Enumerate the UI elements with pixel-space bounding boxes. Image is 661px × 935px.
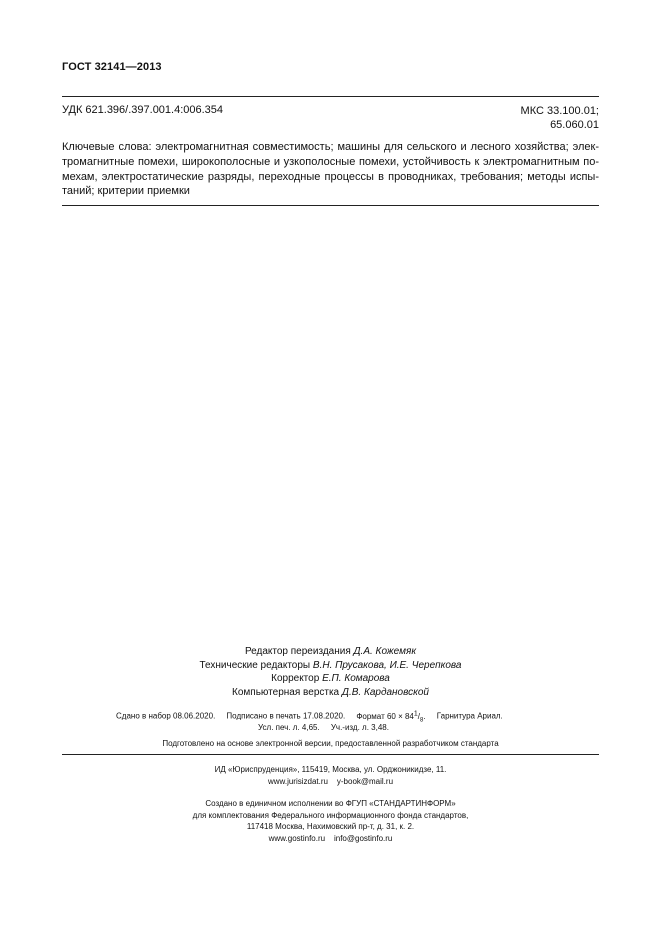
format-denominator: 8 bbox=[420, 717, 424, 724]
set-date: Сдано в набор 08.06.2020. bbox=[116, 711, 216, 721]
printer-site: www.gostinfo.ru bbox=[268, 833, 326, 843]
publisher-site: www.jurisizdat.ru bbox=[267, 776, 328, 786]
keywords-line-1: Ключевые слова: электромагнитная совместимость; машины для сельского и лесного хозяйства; элек- bbox=[62, 141, 599, 153]
publisher-email: y-book@mail.ru bbox=[336, 776, 394, 786]
printer-line-3: 117418 Москва, Нахимовский пр-т, д. 31, к. 2. bbox=[246, 822, 415, 831]
corrector-label: Корректор bbox=[271, 673, 320, 685]
publisher-contacts bbox=[0, 776, 661, 788]
mks-line-2: 65.060.01 bbox=[550, 119, 599, 131]
corrector-line bbox=[0, 672, 661, 686]
publisher-block bbox=[0, 764, 661, 787]
format-numerator: 1 bbox=[413, 710, 418, 717]
printer-line-1: Создано в единичном исполнении во ФГУП «СТАНДАРТИНФОРМ» bbox=[205, 799, 456, 808]
print-sheets: Усл. печ. л. 4,65. bbox=[258, 723, 320, 732]
top-rule bbox=[62, 96, 599, 97]
layout-label: Компьютерная верстка bbox=[232, 687, 340, 699]
udk-code: УДК 621.396/.397.001.4:006.354 bbox=[62, 104, 224, 116]
tech-editors-label: Технические редакторы bbox=[199, 659, 311, 671]
mks-line-1: МКС 33.100.01; bbox=[520, 105, 599, 117]
signed-date: Подписано в печать 17.08.2020. bbox=[226, 711, 346, 721]
editor-line bbox=[0, 645, 661, 659]
editor-name: Д.А. Кожемяк bbox=[353, 646, 417, 657]
keywords-block bbox=[62, 140, 599, 199]
prepared-note: Подготовлено на основе электронной версии, предоставленной разработчиком стандарта bbox=[162, 739, 499, 748]
printer-contacts bbox=[0, 833, 661, 845]
keywords-rule bbox=[62, 205, 599, 206]
printer-block bbox=[0, 798, 661, 844]
editor-label: Редактор переиздания bbox=[244, 646, 351, 657]
footer-rule bbox=[62, 754, 599, 755]
layout-name: Д.В. Кардановской bbox=[341, 687, 429, 699]
mks-code bbox=[521, 104, 599, 132]
printer-line-2: для комплектования Федерального информационного фонда стандартов, bbox=[192, 810, 469, 820]
publisher-address: ИД «Юриспруденция», 115419, Москва, ул. Орджоникидзе, 11. bbox=[214, 765, 447, 774]
corrector-name: Е.П. Комарова bbox=[322, 673, 390, 685]
keywords-line-2: тромагнитные помехи, широкополосные и узкополосные помехи, устойчивость к электромагнитным по- bbox=[62, 155, 599, 168]
layout-line bbox=[0, 686, 661, 700]
keywords-line-3: мехам, электростатические разряды, переходные процессы в проводниках, требования; методы испы- bbox=[62, 170, 599, 183]
print-info-line-2 bbox=[258, 723, 389, 732]
font-info: Гарнитура Ариал. bbox=[436, 711, 503, 721]
document-header: ГОСТ 32141—2013 bbox=[62, 61, 162, 73]
format-info: Формат $60 \times 84^1/_8$. bbox=[356, 710, 426, 724]
credits-block bbox=[0, 645, 661, 700]
keywords-line-4: таний; критерии приемки bbox=[62, 185, 190, 198]
format-label: Формат 60 × 84 bbox=[356, 711, 414, 721]
tech-editors-line bbox=[0, 659, 661, 673]
publisher-sheets: Уч.-изд. л. 3,48. bbox=[330, 723, 389, 732]
tech-editors-names: В.Н. Прусакова, И.Е. Черепкова bbox=[312, 659, 462, 671]
printer-email: info@gostinfo.ru bbox=[333, 833, 393, 843]
print-info-line-1 bbox=[116, 710, 503, 723]
